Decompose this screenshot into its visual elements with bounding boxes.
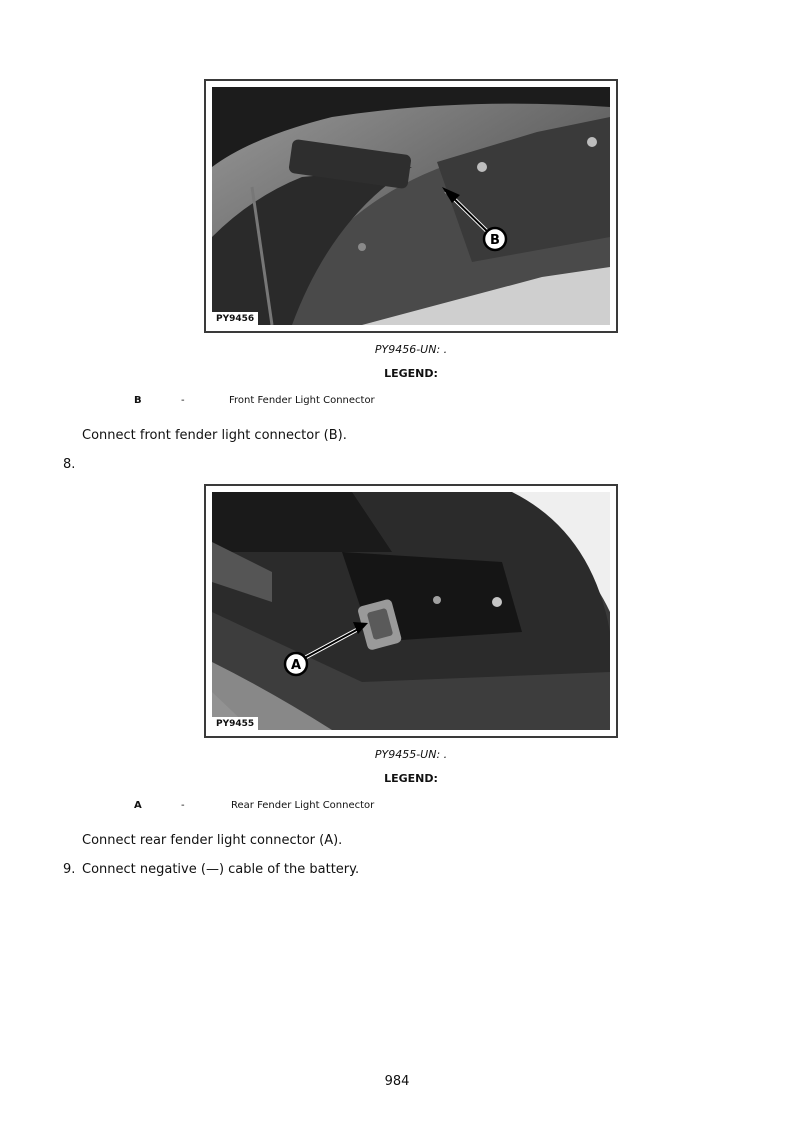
step-text: Connect negative (—) cable of the battery. [82, 862, 360, 877]
figure-id-label: PY9455 [212, 717, 258, 730]
figure-py9455 [204, 484, 618, 738]
figure-id-label: PY9456 [212, 312, 258, 325]
callout-label: A [290, 658, 302, 673]
fender-connector-photo-front [212, 87, 610, 325]
page-number: 984 [384, 1074, 410, 1089]
legend-key: A [134, 800, 142, 811]
step-text: Connect rear fender light connector (A). [82, 833, 343, 848]
figure-caption: PY9455-UN: . [374, 748, 448, 761]
step-number: 9. [63, 862, 76, 877]
fender-connector-photo-rear [212, 492, 610, 730]
figure-caption: PY9456-UN: . [374, 343, 448, 356]
step-text: Connect front fender light connector (B). [82, 428, 347, 443]
step-number: 8. [63, 457, 76, 472]
legend-description: Front Fender Light Connector [229, 395, 375, 406]
figure-py9456 [204, 79, 618, 333]
legend-dash: - [181, 800, 185, 811]
legend-key: B [134, 395, 142, 406]
legend-title: LEGEND: [384, 772, 438, 785]
legend-description: Rear Fender Light Connector [231, 800, 375, 811]
legend-dash: - [181, 395, 185, 406]
legend-title: LEGEND: [384, 367, 438, 380]
callout-label: B [490, 233, 500, 248]
